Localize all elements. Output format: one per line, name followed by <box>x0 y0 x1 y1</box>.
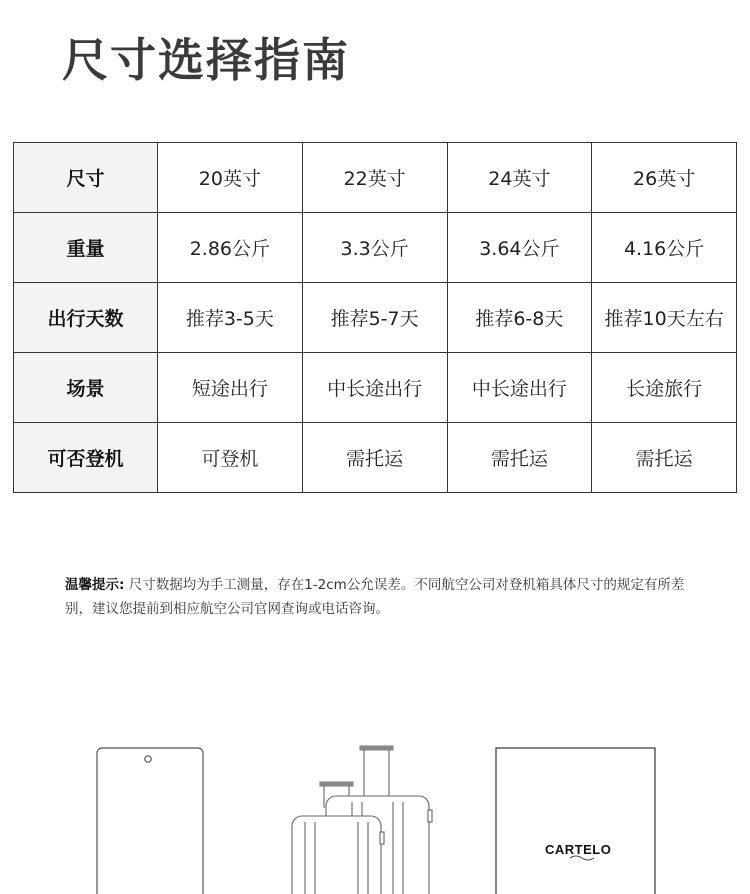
packaging-box-icon <box>496 748 655 894</box>
table-cell: 4.16公斤 <box>592 213 737 283</box>
table-cell: 需托运 <box>302 423 447 493</box>
table-cell: 26英寸 <box>592 143 737 213</box>
row-header: 尺寸 <box>14 143 158 213</box>
table-cell: 3.3公斤 <box>302 213 447 283</box>
table-cell: 3.64公斤 <box>447 213 592 283</box>
table-row <box>14 213 737 283</box>
table-row <box>14 283 737 353</box>
size-table <box>13 142 737 493</box>
table-cell: 推荐6-8天 <box>447 283 592 353</box>
row-header: 场景 <box>14 353 158 423</box>
row-header: 可否登机 <box>14 423 158 493</box>
table-cell: 需托运 <box>447 423 592 493</box>
table-cell: 22英寸 <box>302 143 447 213</box>
tip-text: 尺寸数据均为手工测量，存在1-2cm公允误差。不同航空公司对登机箱具体尺寸的规定有所差别，建议您提前到相应航空公司官网查询或电话咨询。 <box>65 577 685 617</box>
brand-logo: CARTELO <box>545 842 612 857</box>
table-cell: 20英寸 <box>158 143 303 213</box>
table-cell: 24英寸 <box>447 143 592 213</box>
row-header: 出行天数 <box>14 283 158 353</box>
table-cell: 长途旅行 <box>592 353 737 423</box>
table-row <box>14 143 737 213</box>
luggage-pair-icon <box>292 746 432 894</box>
table-cell: 推荐10天左右 <box>592 283 737 353</box>
row-header: 重量 <box>14 213 158 283</box>
table-cell: 2.86公斤 <box>158 213 303 283</box>
table-row <box>14 353 737 423</box>
table-row <box>14 423 737 493</box>
tip-note <box>65 573 705 621</box>
phone-outline-icon <box>97 748 203 894</box>
table-cell: 需托运 <box>592 423 737 493</box>
page-title: 尺寸选择指南 <box>62 33 350 87</box>
table-cell: 短途出行 <box>158 353 303 423</box>
table-cell: 推荐3-5天 <box>158 283 303 353</box>
table-cell: 推荐5-7天 <box>302 283 447 353</box>
table-cell: 中长途出行 <box>447 353 592 423</box>
table-cell: 中长途出行 <box>302 353 447 423</box>
tip-label: 温馨提示: <box>65 577 125 593</box>
product-illustrations <box>0 740 750 894</box>
table-cell: 可登机 <box>158 423 303 493</box>
